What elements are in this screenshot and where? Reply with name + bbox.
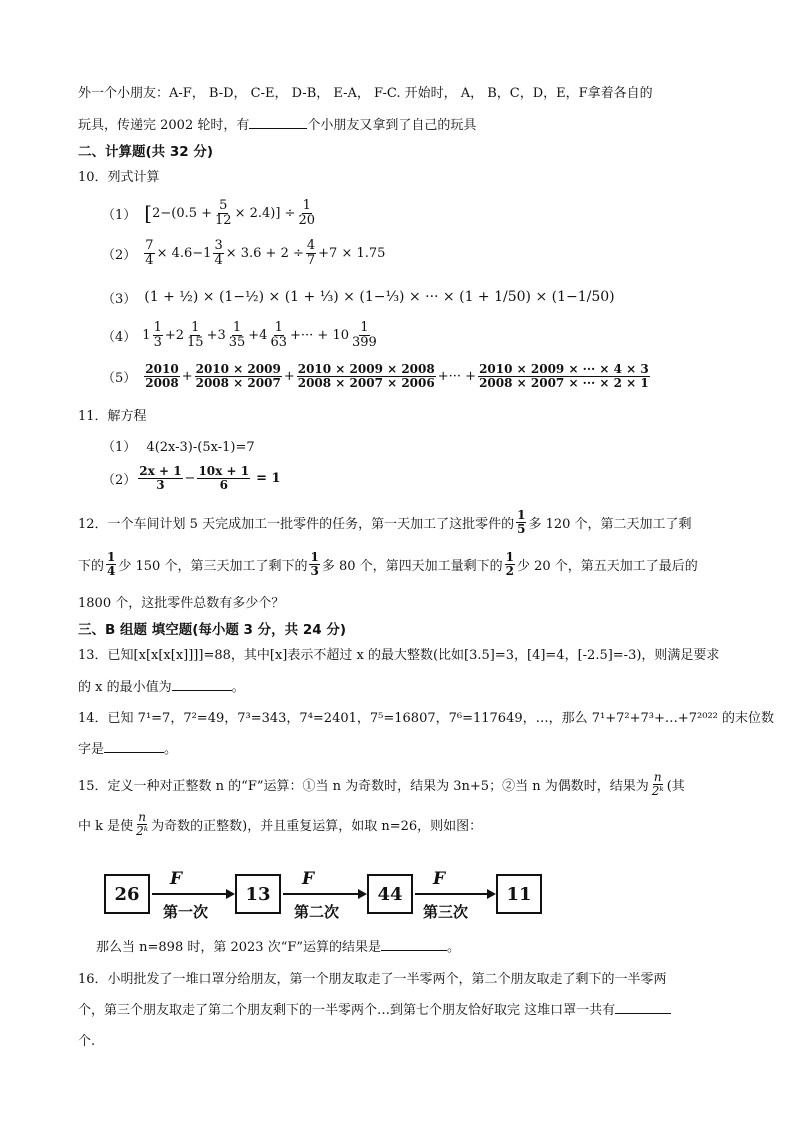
q15-line-3 bbox=[96, 936, 460, 955]
q10-expr4-whole-4: +4 bbox=[248, 327, 268, 343]
q11-title: 11．解方程 bbox=[78, 409, 147, 424]
q10-expr1-a: 2−(0.5 + bbox=[152, 205, 213, 221]
q14-line-2-text-a: 字是 bbox=[78, 742, 105, 757]
q9-line-2 bbox=[78, 114, 476, 133]
q12-line-2-text-d: 少 20 个，第五天加工了最后的 bbox=[516, 558, 698, 574]
q15-line-2 bbox=[78, 806, 482, 842]
section-2-heading: 二、计算题(共 32 分) bbox=[78, 144, 214, 160]
q11-eq-2-frac1: $\frac{2x + 1}{3}$ bbox=[139, 463, 182, 492]
q13-line-2-text-a: 的 x 的最小值为 bbox=[78, 680, 172, 695]
q16-line-2-text: 个，第三个朋友取走了第二个朋友剩下的一半零两个…到第七个朋友恰好取完 这堆口罩一共有 bbox=[78, 1003, 616, 1018]
q9-line-2-text-b: 个小朋友又拿到了自己的玩具 bbox=[307, 118, 477, 133]
q15-line-3-text-b: 。 bbox=[447, 940, 461, 955]
q15-line-1 bbox=[78, 766, 685, 802]
q11-eq-2-label: （2） bbox=[102, 472, 137, 488]
q9-line-1: 外一个小朋友：A-F， B-D， C-E， D-B， E-A， F-C. 开始时， A， B，C，D，E，F拿着各自的 bbox=[78, 86, 653, 101]
q10-expr2-frac2: $\frac{3}{4}$ bbox=[214, 237, 223, 268]
q10-expr4-frac3: $\frac{1}{35}$ bbox=[228, 319, 246, 350]
q11-eq-1-text: 4(2x-3)-(5x-1)=7 bbox=[146, 440, 255, 455]
q14-line-2-text-b: 。 bbox=[164, 742, 178, 757]
q13-line-2-text-b: 。 bbox=[231, 680, 245, 695]
q10-title: 10．列式计算 bbox=[78, 170, 160, 185]
q9-line-2-text-a: 玩具，传递完 2002 轮时，有 bbox=[78, 118, 250, 133]
q12-frac-1-5: $\frac{1}{5}$ bbox=[517, 507, 526, 536]
q15-frac-n-over-2k-2: $\frac{n}{\text{2ᵏ}}$ bbox=[136, 809, 149, 838]
q14-answer-blank[interactable] bbox=[104, 740, 164, 753]
q16-answer-blank[interactable] bbox=[615, 1001, 671, 1014]
q15-line-2-text-b: 为奇数的正整数)，并且重复运算，如取 n=26，则如图： bbox=[151, 818, 483, 834]
q10-expr2-c: +7 × 1.75 bbox=[318, 245, 386, 261]
q13-line-1: 13．已知[x[x[x[x]]]]=88，其中[x]表示不超过 x 的最大整数(比如[3.5]=3，[4]=4，[-2.5]=-3)，则满足要求 bbox=[78, 648, 720, 663]
q14-line-2 bbox=[78, 738, 177, 757]
flow-step-label-3: 第三次 bbox=[423, 903, 469, 921]
q12-line-1-text-b: 多 120 个，第二天加工了剩 bbox=[528, 516, 692, 532]
q16-line-1: 16．小明批发了一堆口罩分给朋友，第一个朋友取走了一半零两个，第二个朋友取走了剩下的一半零两 bbox=[78, 972, 667, 987]
q12-frac-1-2: $\frac{1}{2}$ bbox=[505, 549, 514, 578]
flow-box-4: 11 bbox=[496, 874, 542, 914]
section-3-heading: 三、B 组题 填空题(每小题 3 分，共 24 分) bbox=[78, 622, 347, 638]
q10-expr5-frac4: $\frac{2010 \times 2009 \times \cdot\cdot\cdot \times 4 \times 3}{2008 \times 2007 \times \cdot\cdot\cdot \times 2 \times 1}$ bbox=[479, 361, 649, 390]
q10-expr1-frac2: $\frac{1}{20}$ bbox=[298, 197, 315, 228]
q10-expr4-whole-2: +2 bbox=[164, 327, 185, 343]
q10-expr4-whole-1: 1 bbox=[142, 327, 151, 343]
q10-item-5-label: （5） bbox=[102, 370, 137, 386]
flow-step-label-1: 第一次 bbox=[163, 903, 209, 921]
q10-expr2-frac3: $\frac{4}{7}$ bbox=[306, 237, 316, 268]
q10-expr4-frac1: $\frac{1}{3}$ bbox=[153, 319, 162, 350]
flow-op-label-1: F bbox=[170, 869, 183, 889]
q13-answer-blank[interactable] bbox=[172, 678, 232, 691]
q15-frac-n-over-2k: $\frac{n}{\text{2ᵏ}}$ bbox=[651, 769, 664, 798]
q10-expr1-b: × 2.4)] ÷ bbox=[234, 205, 296, 221]
q12-line-3: 1800 个，这批零件总数有多少个？ bbox=[78, 596, 285, 611]
flow-op-label-3: F bbox=[433, 869, 446, 889]
q10-expr5-frac1: $\frac{2010}{2008}$ bbox=[145, 361, 179, 390]
q10-item-4 bbox=[102, 318, 380, 352]
q15-line-1-text-a: 15．定义一种对正整数 n 的“F”运算：①当 n 为奇数时，结果为 3n+5；②当 n 为偶数时，结果为 bbox=[78, 778, 649, 794]
q10-expr5-ellipsis: +··· + bbox=[437, 368, 477, 384]
q12-frac-1-4: $\frac{1}{4}$ bbox=[107, 549, 116, 578]
q15-line-2-text-a: 中 k 是使 bbox=[78, 818, 134, 834]
q10-item-2-label: （2） bbox=[102, 247, 137, 263]
q10-item-1 bbox=[102, 196, 318, 230]
q12-line-2-text-b: 少 150 个，第三天加工了剩下的 bbox=[118, 558, 308, 574]
q12-frac-1-3: $\frac{1}{3}$ bbox=[310, 549, 319, 578]
q9-answer-blank[interactable] bbox=[249, 116, 307, 129]
flow-box-1: 26 bbox=[104, 874, 150, 914]
q10-item-4-label: （4） bbox=[102, 329, 137, 345]
q12-line-1 bbox=[78, 506, 692, 538]
q10-expr2-frac1: $\frac{7}{4}$ bbox=[145, 237, 154, 268]
q11-eq-2: （2） $\frac{2x + 1}{3}$ − $\frac{10x + 1}{6}$ = 1 bbox=[102, 463, 281, 492]
left-bracket: [ bbox=[144, 201, 153, 225]
q10-expr2-a: × 4.6−1 bbox=[156, 245, 212, 261]
q15-answer-blank[interactable] bbox=[381, 938, 447, 951]
q12-line-1-text-a: 12．一个车间计划 5 天完成加工一批零件的任务，第一天加工了这批零件的 bbox=[78, 516, 515, 532]
q10-expr4-whole-5: +··· + 10 bbox=[290, 327, 349, 343]
q10-expr1-frac1: $\frac{5}{12}$ bbox=[215, 197, 232, 228]
q10-item-3 bbox=[102, 283, 615, 311]
q14-line-1: 14．已知 7¹=7，7²=49，7³=343，7⁴=2401，7⁵=16807，7⁶=117649，…，那么 7¹+7²+7³+…+7²⁰²² 的末位数 bbox=[78, 711, 775, 726]
q10-item-1-label: （1） bbox=[102, 207, 137, 223]
q10-expr4-frac4: $\frac{1}{63}$ bbox=[270, 319, 287, 350]
flow-box-2: 13 bbox=[235, 874, 281, 914]
q10-expr2-b: × 3.6 + 2 ÷ bbox=[225, 245, 304, 261]
q10-expr3: (1 + ½) × (1−½) × (1 + ⅓) × (1−⅓) × ··· × (1 + 1/50) × (1−1/50) bbox=[144, 289, 615, 305]
q12-line-2-text-c: 多 80 个，第四天加工量剩下的 bbox=[321, 558, 503, 574]
flow-step-label-2: 第二次 bbox=[294, 903, 340, 921]
q11-eq-2-rhs: = 1 bbox=[256, 470, 281, 486]
flow-op-label-2: F bbox=[302, 869, 315, 889]
q10-expr4-frac5: $\frac{1}{399}$ bbox=[352, 319, 377, 350]
q15-line-3-text-a: 那么当 n=898 时，第 2023 次“F”运算的结果是 bbox=[96, 940, 382, 955]
q16-line-2 bbox=[78, 999, 671, 1018]
q10-item-5: （5） $\frac{2010}{2008}$ + $\frac{2010 \times 2009}{2008 \times 2007}$ + $\frac{2010 \times 2009 \times 2008}{2008 \times 2007 \times 2006}$ +··· + $\frac{2010 \times 2009 \times \cdot\cdot\cdot \times 4 \times 3}{2008 \times 2007 \times \cdot\cdot\cdot \times 2 \times 1}$ bbox=[102, 361, 649, 390]
flow-arrow-1 bbox=[150, 880, 236, 900]
flow-arrow-2 bbox=[281, 880, 368, 900]
q11-eq-2-frac2: $\frac{10x + 1}{6}$ bbox=[198, 463, 250, 492]
flow-arrow-3 bbox=[413, 880, 497, 900]
q10-expr5-frac3: $\frac{2010 \times 2009 \times 2008}{2008 \times 2007 \times 2006}$ bbox=[297, 361, 435, 390]
flow-box-3: 44 bbox=[367, 874, 413, 914]
q11-eq-1 bbox=[102, 436, 255, 455]
q11-eq-1-label: （1） bbox=[102, 440, 137, 455]
q13-line-2 bbox=[78, 676, 245, 695]
q12-line-2-text-a: 下的 bbox=[78, 558, 105, 574]
q10-item-3-label: （3） bbox=[102, 291, 137, 307]
q10-item-2 bbox=[102, 236, 385, 270]
q10-expr5-frac2: $\frac{2010 \times 2009}{2008 \times 2007}$ bbox=[195, 361, 281, 390]
q12-line-2 bbox=[78, 548, 698, 580]
q15-line-1-text-b: (其 bbox=[666, 778, 685, 794]
q10-expr4-whole-3: +3 bbox=[206, 327, 226, 343]
q10-expr4-frac2: $\frac{1}{15}$ bbox=[187, 319, 204, 350]
q16-line-3: 个. bbox=[78, 1034, 96, 1049]
